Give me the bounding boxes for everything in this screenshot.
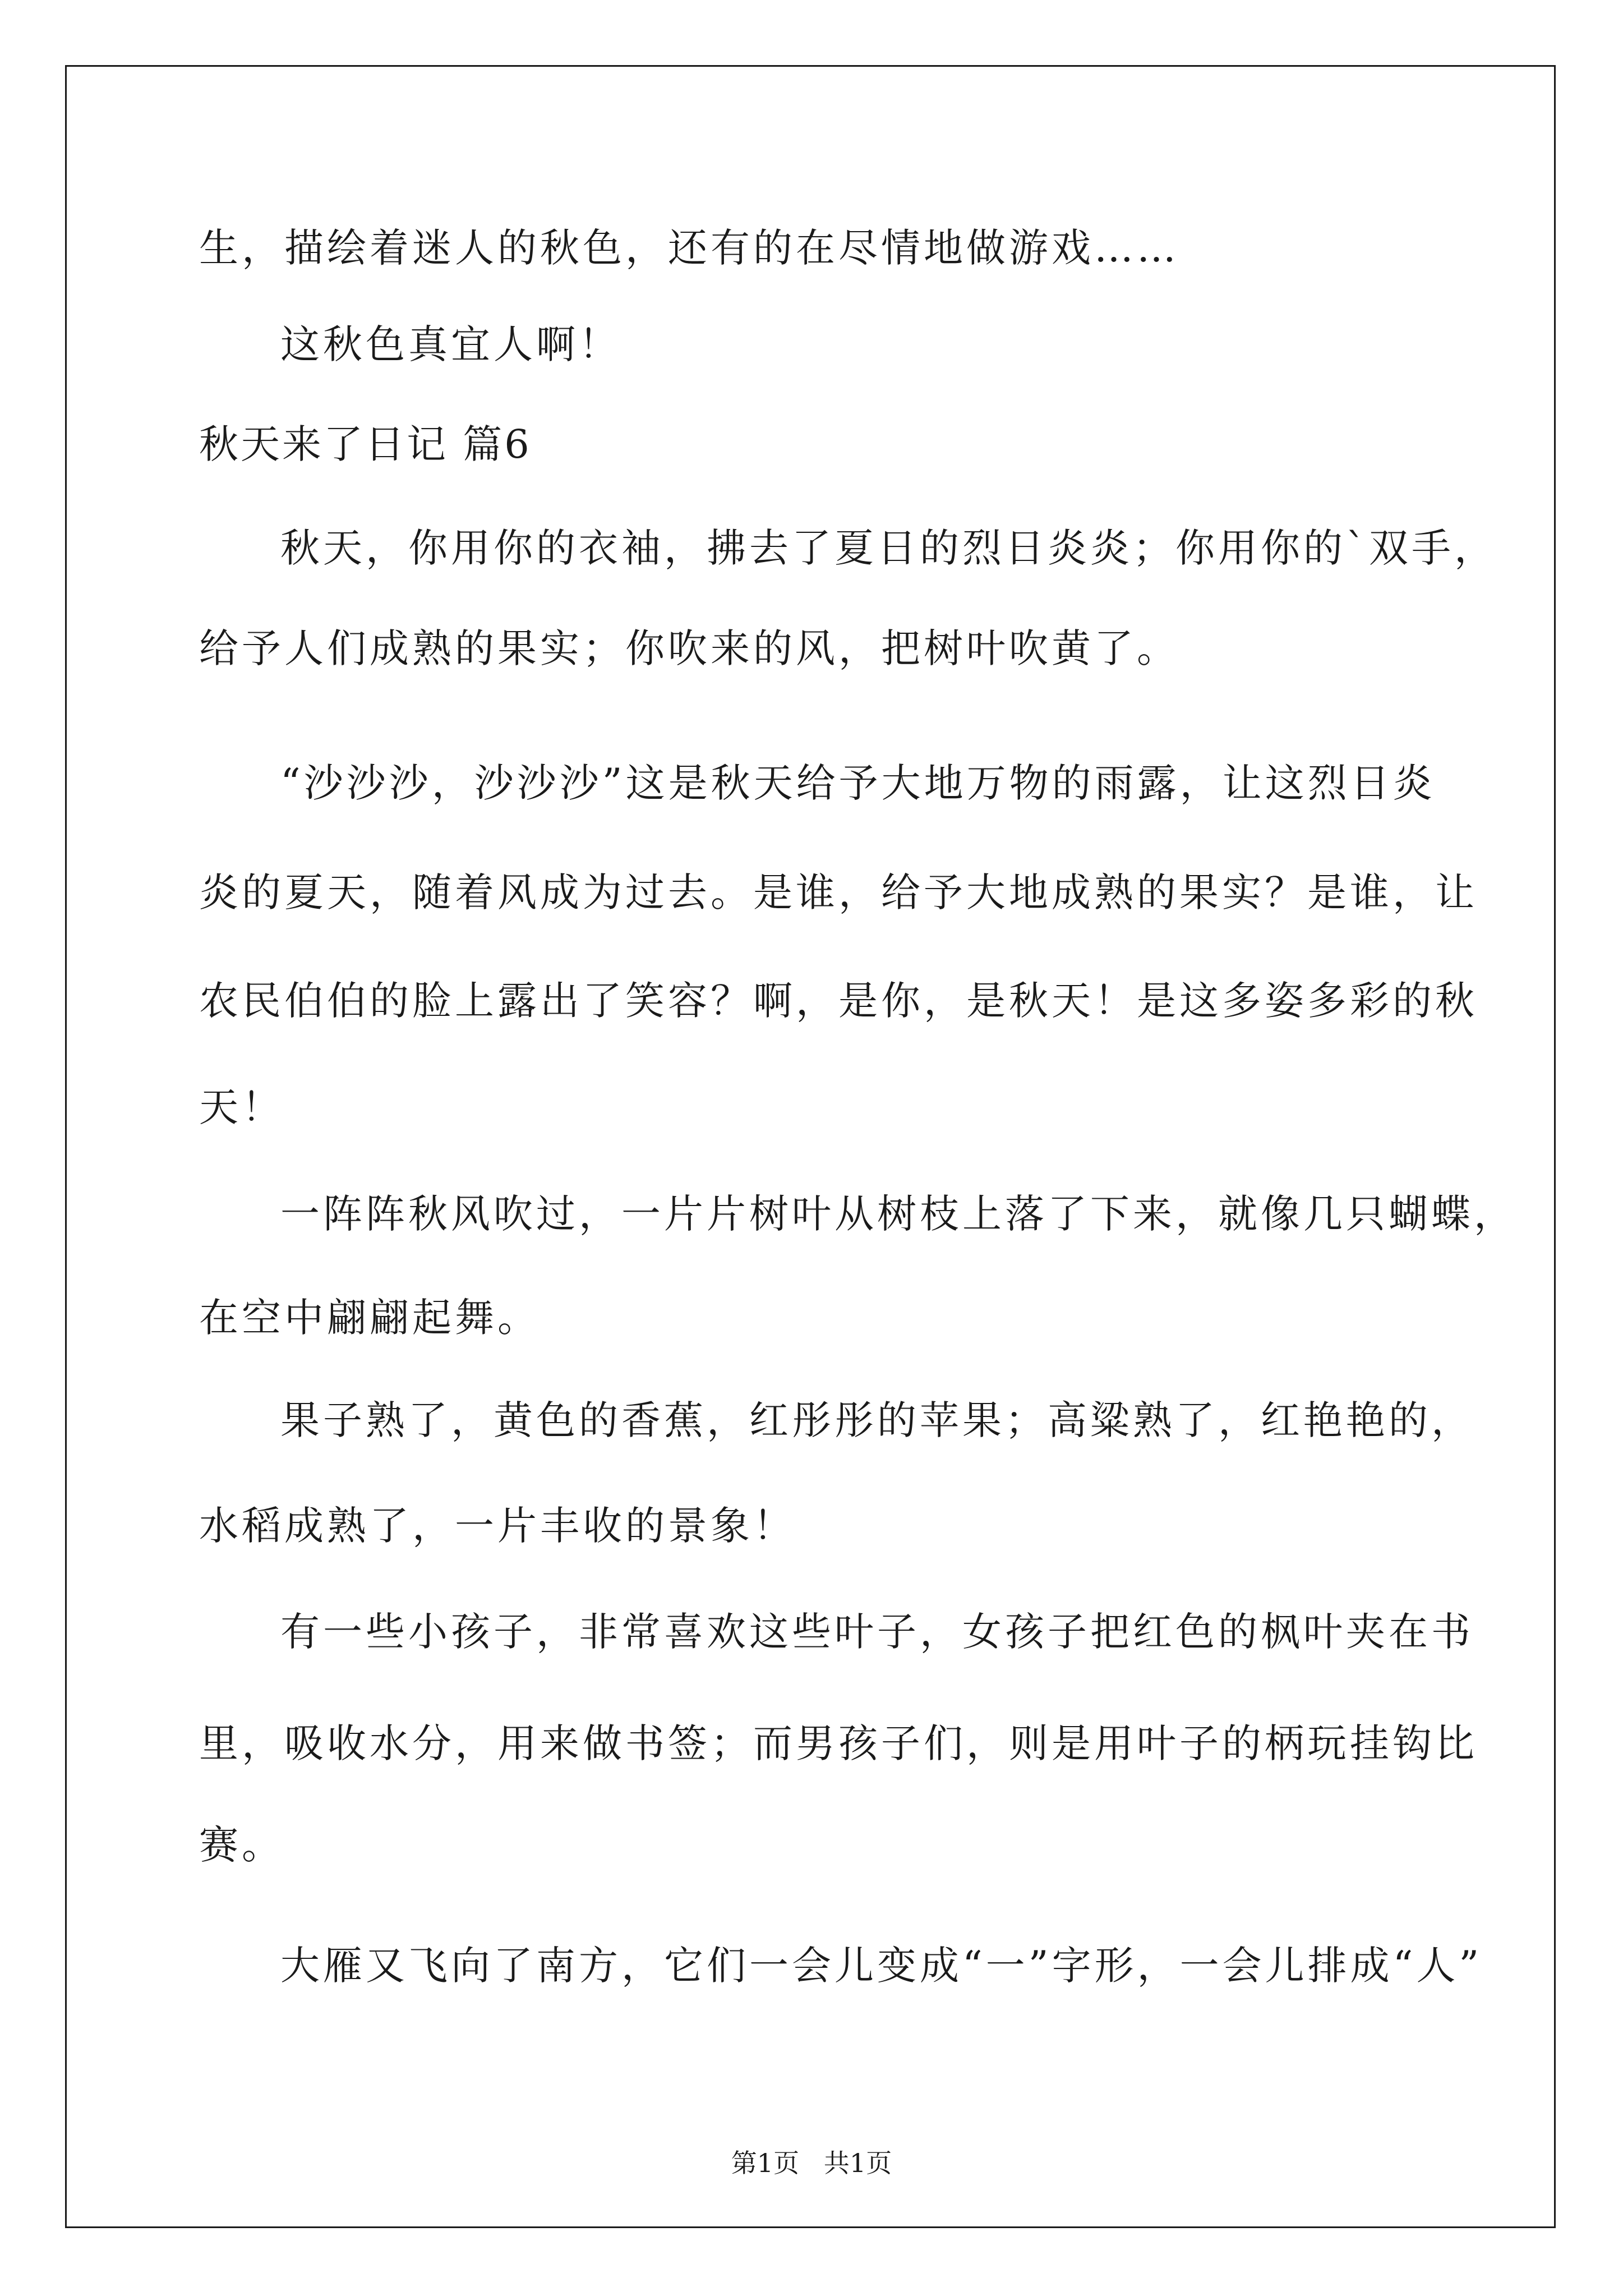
text-line: 大雁又飞向了南方，它们一会儿变成“一”字形，一会儿排成“人” xyxy=(280,1943,1483,1989)
text-line: 果子熟了，黄色的香蕉，红彤彤的苹果；高粱熟了，红艳艳的， xyxy=(280,1397,1474,1443)
page-border xyxy=(65,65,1556,2228)
text-line: 秋天，你用你的衣袖，拂去了夏日的烈日炎炎；你用你的`双手， xyxy=(280,525,1497,571)
text-line: 农民伯伯的脸上露出了笑容？啊，是你，是秋天！是这多姿多彩的秋 xyxy=(199,978,1478,1024)
text-line: 里，吸收水分，用来做书签；而男孩子们，则是用叶子的柄玩挂钩比 xyxy=(199,1720,1478,1766)
text-line: 这秋色真宜人啊！ xyxy=(280,321,621,367)
text-line: 在空中翩翩起舞。 xyxy=(199,1295,540,1341)
section-heading: 秋天来了日记 篇6 xyxy=(199,421,532,467)
text-line: “沙沙沙，沙沙沙”这是秋天给予大地万物的雨露，让这烈日炎 xyxy=(280,760,1436,806)
text-line: 有一些小孩子，非常喜欢这些叶子，女孩子把红色的枫叶夹在书 xyxy=(280,1609,1474,1655)
text-line: 水稻成熟了，一片丰收的景象！ xyxy=(199,1503,796,1549)
text-line: 给予人们成熟的果实；你吹来的风，把树叶吹黄了。 xyxy=(199,625,1179,671)
text-line: 炎的夏天，随着风成为过去。是谁，给予大地成熟的果实？是谁，让 xyxy=(199,869,1478,915)
page-number-footer: 第1页 共1页 xyxy=(731,2148,892,2178)
text-line: 一阵阵秋风吹过，一片片树叶从树枝上落了下来，就像几只蝴蝶， xyxy=(280,1191,1516,1237)
text-line: 生，描绘着迷人的秋色，还有的在尽情地做游戏…… xyxy=(199,225,1179,271)
text-line: 赛。 xyxy=(199,1822,284,1868)
text-line: 天！ xyxy=(199,1084,284,1130)
